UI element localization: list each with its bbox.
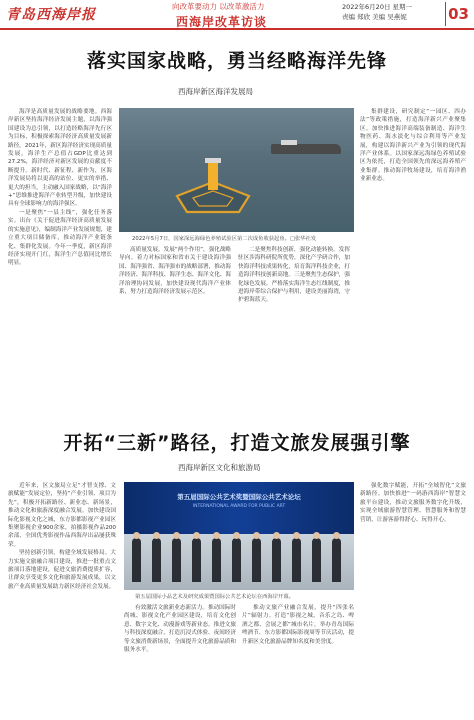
ship-icon <box>271 144 341 154</box>
column-title: 西海岸改革访谈 <box>176 15 268 29</box>
article2-paragraph: 有效激活文旅新业态新活力。推动国际时尚城、影视文化产业园区建设，培育文化创意、数字文化、动漫游戏等新业态。推进文旅与科技深度融合，打造沉浸式体验、夜间经济等文旅消费新场景，全面提升文化旅游品质和服务水平。 <box>124 605 236 654</box>
date-box <box>342 2 412 22</box>
article1-headline: 落实国家战略，勇当经略海洋先锋 <box>86 50 387 72</box>
article2-byline: 西海岸新区文化和旅游局 <box>178 463 261 472</box>
article1-column-middle <box>119 246 231 420</box>
article2-column-right <box>360 482 466 714</box>
audience-group <box>124 534 354 590</box>
stage-subtitle: INTERNATIONAL AWARD FOR PUBLIC ART <box>192 504 286 509</box>
article2-paragraph: 推动文旅产业融合发展，提升“四张名片”辐射力。打造“影视之城、音乐之岛、啤酒之都、会展之都”城市名片，举办青岛国际啤酒节、东方影都国际影视周等节庆活动，提升新区文化旅游品牌知名度和美誉度。 <box>242 605 354 645</box>
article1-column-left <box>8 108 112 420</box>
article2-headline: 开拓“三新”路径，打造文旅发展强引擎 <box>63 432 411 454</box>
article2-paragraph: 强化数字赋能，开拓“全域智化”文旅新路径。加快推进“一码游西海岸”智慧文旅平台建设，推动文旅服务数字化升级，实现全域旅游智慧管理、智慧服务和智慧营销，让游客游得舒心、玩得开心。 <box>360 483 466 523</box>
article1-photo <box>119 108 354 232</box>
masthead <box>0 0 474 30</box>
person-icon <box>272 538 281 582</box>
person-icon <box>152 538 161 582</box>
article1-paragraph: 高质量发展。发展“两个作用”，强化战略导向。着力对标国家和省市关于建设海洋强国、海洋强省、海洋强市的战略部署，推动海洋经济、海洋科技、海洋生态、海洋文化、海洋治理协同发展，加快建设现代海洋产业体系，努力打造海洋经济发展示范区。 <box>119 247 231 296</box>
page-number: 03 <box>445 2 471 26</box>
article2-photo-caption: 第五届国际小品艺术及研究成果暨国际公共艺术论坛在西海岸开幕。 <box>135 594 294 600</box>
person-icon <box>292 538 301 582</box>
article2-column-middle-right <box>242 604 354 714</box>
person-icon <box>332 538 341 582</box>
article1-paragraph: 集群建设，研究制定“一园区、四办法”等政策措施，打造海洋新兴产业聚集区。加快推进海洋高端装备制造、海洋生物医药、海水淡化与综合利用等产业发展，构建以海洋新兴产业为引领的现代海洋产业体系。以国家深远海绿色养殖试验区为依托，打造全国领先的深远海养殖产业集群。推动海洋牧场建设，培育海洋渔业新业态。 <box>360 109 466 183</box>
issue-date: 2022年6月20日 <box>342 3 391 11</box>
person-icon <box>252 538 261 582</box>
article1-photo-caption: 2022年5月7日，国家深远海绿色养殖试验区第二次成鱼收获起鱼。□张华社发 <box>132 236 317 242</box>
article1-column-middle-right <box>238 246 350 420</box>
article1-paragraph: 一是聚焦“一县主线”，强化任务落实。出台《关于促进海洋经济高质量发展的实施意见》，编制海洋产业发展规划，建立重大项目储备库，推动海洋产业链条化、集群化发展。今年一季度，新区海洋经济实现开门红，海洋生产总值同比增长明显。 <box>8 209 112 267</box>
stage-backdrop <box>124 482 354 534</box>
weekday: 星期一 <box>392 3 413 11</box>
article1-paragraph: 海洋是高质量发展的战略要地。西海岸新区坚持海洋经济发展主题，以海洋强国建设为总引领，以打造经略海洋先行区为目标，积极探索海洋经济高质量发展新路径。2021年，新区海洋经济实现高质量发展，海洋生产总值占GDP比重达到27.2%，海洋经济对新区发展的贡献度不断提升。新时代、新征程、新作为，区海洋发展局将以更高的站位、更实的举措、更大的担当，主动融入国家战略，以“海洋+”思维推进海洋产业转型升级，加快建设具有全球影响力的海洋强区。 <box>8 109 112 208</box>
article2-column-left <box>8 482 116 714</box>
stage-title: 第五届国际公共艺术奖暨国际公共艺术论坛 <box>177 493 301 501</box>
article1-byline: 西海岸新区海洋发展局 <box>178 87 253 96</box>
person-icon <box>232 538 241 582</box>
article2-paragraph: 坚持创新引领，构建全域发展格局。大力实施文旅融合项目建设，推进一批重点文旅项目落地建设，促进文旅消费提质扩容，让群众享受更多文化和旅游发展成果，以文旅产业高质量发展助力新区经济社会发展。 <box>8 550 116 590</box>
article1-column-right <box>360 108 466 420</box>
person-icon <box>312 538 321 582</box>
article2-column-middle <box>124 604 236 714</box>
person-icon <box>192 538 201 582</box>
article1-paragraph: 二是聚焦科技创新，强化动能转换。发挥驻区涉海科研院所优势，深化产学研合作，加快海洋科技成果转化，培育海洋科技企业，打造海洋科技创新高地。三是聚焦生态保护，强化绿色发展。严格落实海洋生态红线制度，推进海岸带综合保护与利用，建设美丽海湾，守护碧海蓝天。 <box>238 247 350 304</box>
person-icon <box>172 538 181 582</box>
newspaper-brand: 青岛西海岸报 <box>6 7 96 23</box>
person-icon <box>132 538 141 582</box>
editor-line: 责编 郑欣 美编 吴燕妮 <box>342 13 407 21</box>
slogan: 向改革要动力 以改革激活力 <box>172 2 265 11</box>
aquaculture-cage-icon <box>167 158 259 220</box>
person-icon <box>212 538 221 582</box>
article2-paragraph: 近年来，区文旅局立足“才智支撑、文旅赋能”发展定位，坚持“产业引领、项目为先”，积极开拓新路径、新业态、新场景，推动文化和旅游深度融合发展。加快建设国际化影视文化之城，东方影都影视产业园区集聚影视企业900余家，拍摄影视作品200余部，全国优秀影视作品西海岸出品屡获殊荣。 <box>8 483 116 548</box>
article2-photo <box>124 482 354 590</box>
